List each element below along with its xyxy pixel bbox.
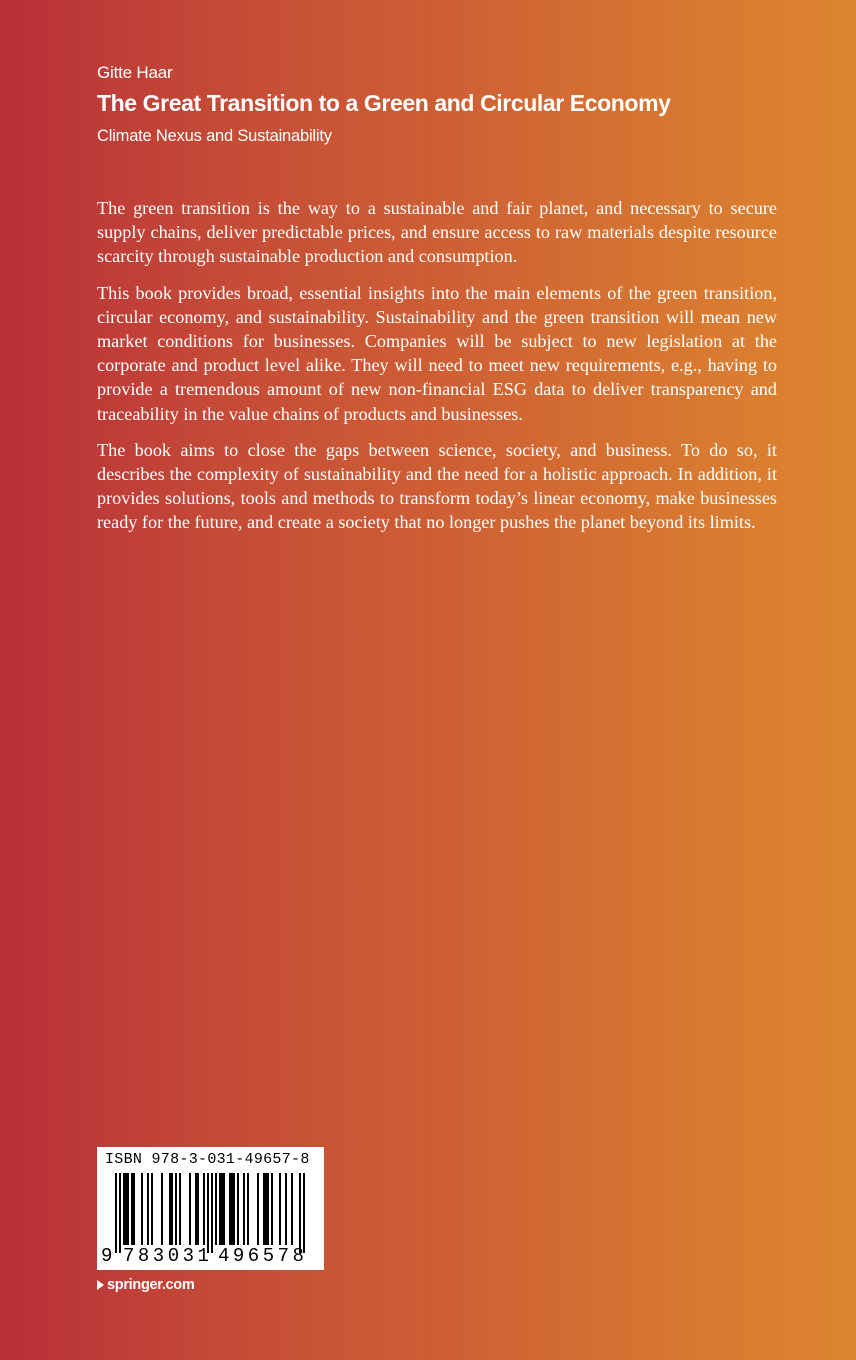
barcode-bar	[131, 1173, 133, 1245]
blurb-paragraph-2: This book provides broad, essential insights into the main elements of the green transition, circular economy, and sustainability. Sustainability and the green transition will mean new market conditions for businesses. Companies will be subject to new legislation at the corporate and product level alike. They will need to meet new requirements, e.g., having to provide a tremendous amount of new non-financial ESG data to deliver transparency and traceability in the value chains of products and businesses.	[97, 282, 777, 424]
barcode-bar	[221, 1173, 223, 1245]
barcode-bar	[125, 1173, 127, 1245]
barcode-bar	[151, 1173, 153, 1245]
barcode-bar	[231, 1173, 233, 1245]
barcode-bar	[207, 1173, 209, 1253]
barcode-bar	[215, 1173, 217, 1245]
barcode-bar	[133, 1173, 135, 1245]
barcode-bar	[179, 1173, 181, 1245]
barcode-bar	[203, 1173, 205, 1245]
barcode-bar	[147, 1173, 149, 1245]
series-name: Climate Nexus and Sustainability	[97, 127, 332, 145]
barcode-bar	[171, 1173, 173, 1245]
barcode-bar	[247, 1173, 249, 1245]
barcode-bar	[263, 1173, 265, 1245]
barcode-bar	[211, 1173, 213, 1253]
barcode-bar	[243, 1173, 245, 1245]
barcode-bar	[123, 1173, 125, 1245]
author-name: Gitte Haar	[97, 63, 173, 82]
barcode-bar	[267, 1173, 269, 1245]
barcode-bar	[271, 1173, 273, 1245]
barcode-bar	[161, 1173, 163, 1245]
blurb	[97, 196, 777, 547]
barcode-bar	[175, 1173, 177, 1245]
barcode-bar	[279, 1173, 281, 1245]
barcode-bar	[223, 1173, 225, 1245]
ean-digits	[97, 1245, 324, 1267]
barcode-bar	[115, 1173, 117, 1253]
barcode-bar	[189, 1173, 191, 1245]
barcode-bar	[291, 1173, 293, 1245]
barcode-bar	[265, 1173, 267, 1245]
barcode-bar	[195, 1173, 197, 1245]
barcode-bar	[119, 1173, 121, 1253]
isbn-label: ISBN 978-3-031-49657-8	[105, 1151, 310, 1168]
publisher-link[interactable]	[97, 1277, 194, 1293]
barcode-bar	[237, 1173, 239, 1245]
book-title: The Great Transition to a Green and Circular Economy	[97, 90, 671, 116]
barcode-bar	[299, 1173, 301, 1253]
blurb-paragraph-1: The green transition is the way to a sustainable and fair planet, and necessary to secure supply chains, deliver predictable prices, and ensure access to raw materials despite resource scarcity through sustainable production and consumption.	[97, 198, 777, 267]
barcode-bar	[197, 1173, 199, 1245]
isbn-barcode	[97, 1147, 324, 1270]
ean-right-group: 496578	[218, 1245, 308, 1267]
barcode-bar	[303, 1173, 305, 1253]
publisher-url: springer.com	[107, 1277, 195, 1293]
barcode-bar	[169, 1173, 171, 1245]
barcode-bar	[141, 1173, 143, 1245]
barcode-bar	[127, 1173, 129, 1245]
barcode-bar	[229, 1173, 231, 1245]
ean-left-group: 783031	[123, 1245, 213, 1267]
barcode-bar	[257, 1173, 259, 1245]
barcode-bar	[285, 1173, 287, 1245]
ean-first-digit: 9	[101, 1245, 113, 1267]
barcode-bar	[219, 1173, 221, 1245]
triangle-right-icon	[97, 1280, 104, 1290]
barcode-bar	[233, 1173, 235, 1245]
blurb-paragraph-3: The book aims to close the gaps between science, society, and business. To do so, it describes the complexity of sustainability and the need for a holistic approach. In addition, it provides solutions, tools and methods to transform today’s linear economy, make businesses ready for the future, and create a society that no longer pushes the planet beyond its limits.	[97, 439, 777, 533]
